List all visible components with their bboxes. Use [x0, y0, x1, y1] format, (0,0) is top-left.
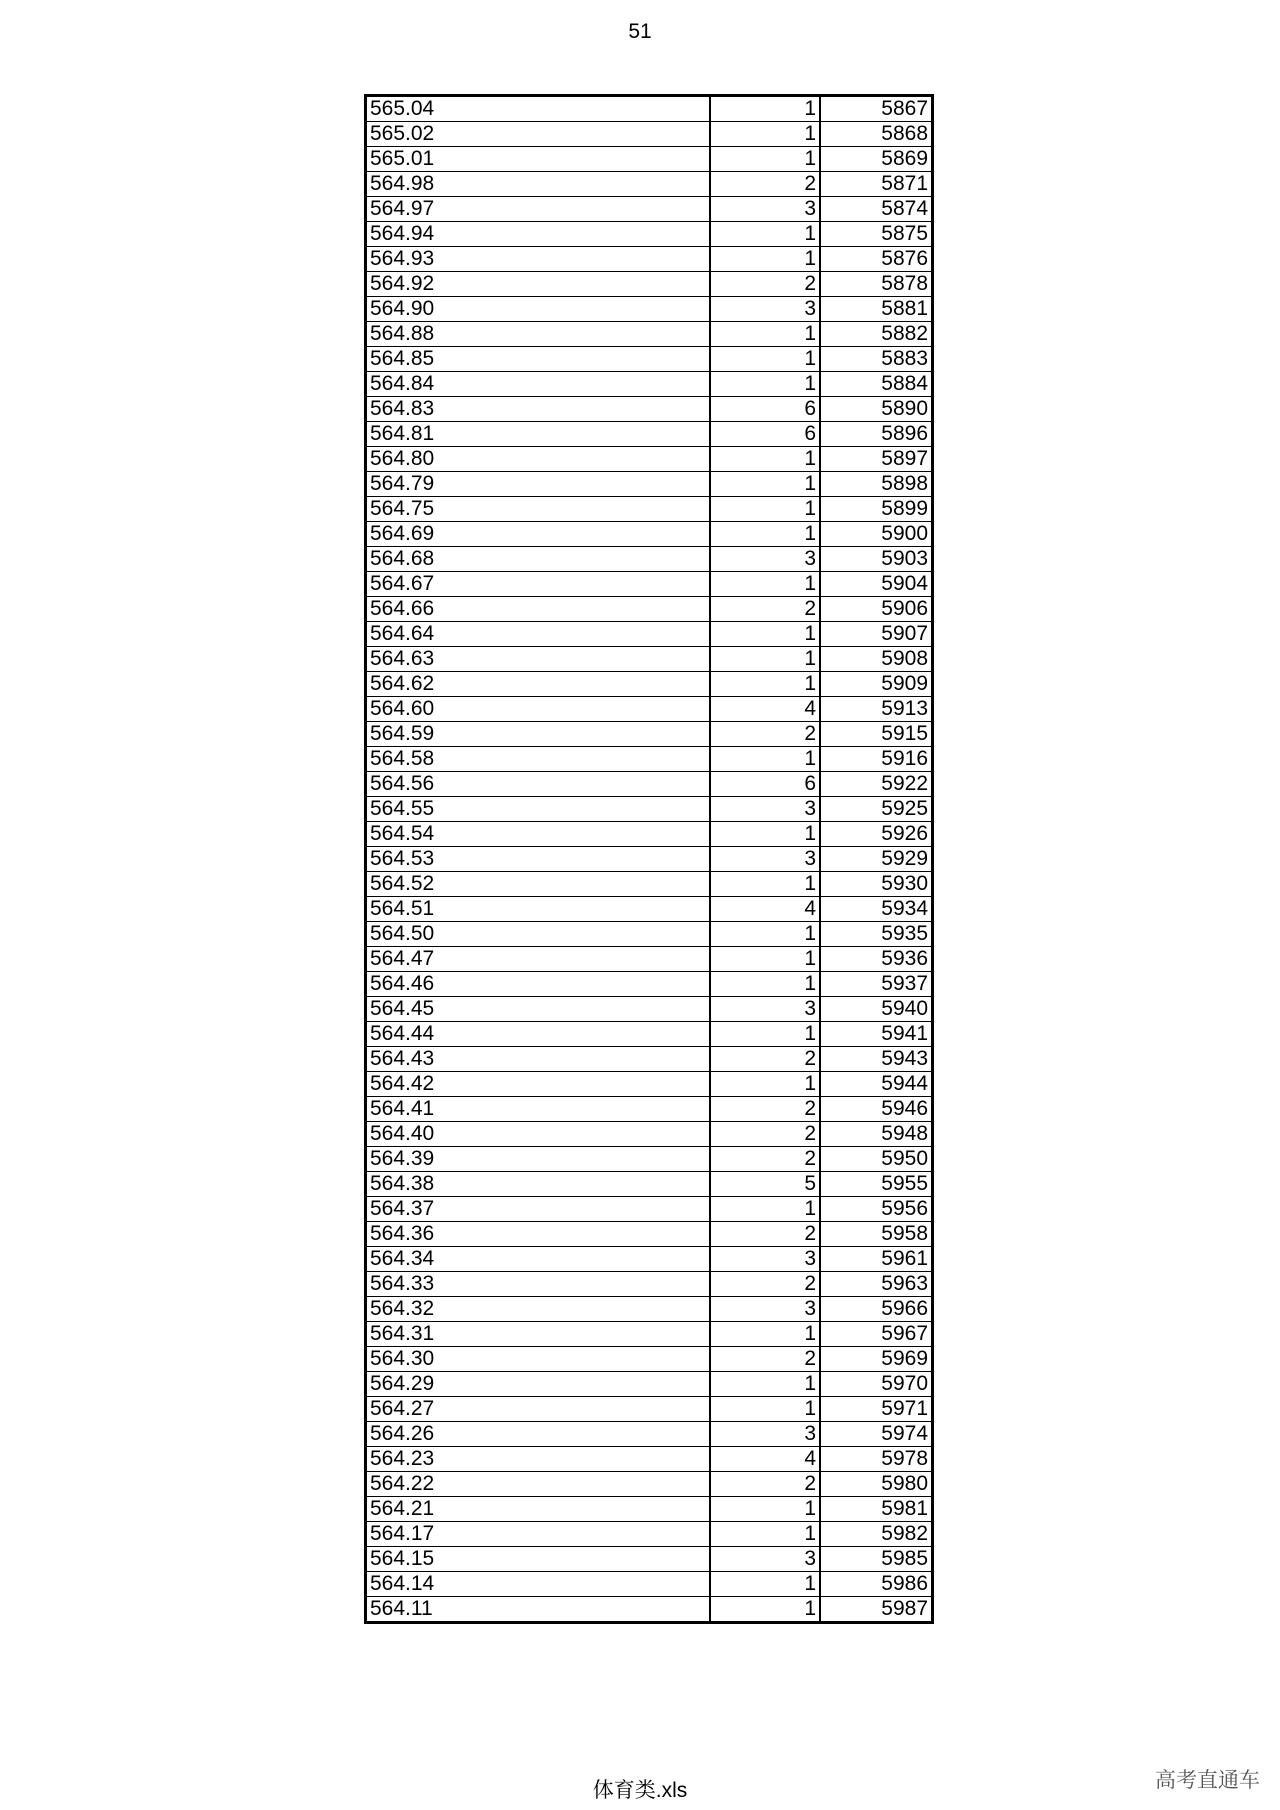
cumulative-cell: 5941 [820, 1022, 933, 1047]
score-cell: 564.46 [366, 972, 711, 997]
count-cell: 3 [710, 1297, 820, 1322]
cumulative-cell: 5967 [820, 1322, 933, 1347]
table-row [366, 1297, 933, 1322]
table-row [366, 1422, 933, 1447]
cumulative-cell: 5950 [820, 1147, 933, 1172]
table-row [366, 1497, 933, 1522]
count-cell: 1 [710, 1072, 820, 1097]
table-row [366, 122, 933, 147]
score-cell: 564.63 [366, 647, 711, 672]
table-row [366, 96, 933, 122]
count-cell: 1 [710, 672, 820, 697]
count-cell: 6 [710, 422, 820, 447]
score-cell: 564.38 [366, 1172, 711, 1197]
count-cell: 1 [710, 622, 820, 647]
cumulative-cell: 5926 [820, 822, 933, 847]
score-cell: 565.02 [366, 122, 711, 147]
score-cell: 565.04 [366, 96, 711, 122]
score-cell: 564.90 [366, 297, 711, 322]
score-cell: 564.69 [366, 522, 711, 547]
score-cell: 564.62 [366, 672, 711, 697]
cumulative-cell: 5890 [820, 397, 933, 422]
count-cell: 5 [710, 1172, 820, 1197]
count-cell: 1 [710, 247, 820, 272]
count-cell: 1 [710, 872, 820, 897]
table-row [366, 322, 933, 347]
score-cell: 564.15 [366, 1547, 711, 1572]
table-row [366, 947, 933, 972]
score-cell: 564.14 [366, 1572, 711, 1597]
table-row [366, 672, 933, 697]
count-cell: 1 [710, 1597, 820, 1623]
page-number: 51 [628, 20, 652, 43]
score-cell: 564.59 [366, 722, 711, 747]
score-cell: 564.34 [366, 1247, 711, 1272]
score-cell: 564.68 [366, 547, 711, 572]
count-cell: 1 [710, 522, 820, 547]
score-cell: 564.26 [366, 1422, 711, 1447]
count-cell: 3 [710, 1547, 820, 1572]
count-cell: 1 [710, 572, 820, 597]
score-cell: 564.45 [366, 997, 711, 1022]
cumulative-cell: 5929 [820, 847, 933, 872]
table-row [366, 697, 933, 722]
count-cell: 3 [710, 197, 820, 222]
table-row [366, 972, 933, 997]
table-row [366, 572, 933, 597]
table-row [366, 1197, 933, 1222]
count-cell: 1 [710, 1197, 820, 1222]
count-cell: 1 [710, 96, 820, 122]
table-row [366, 1122, 933, 1147]
cumulative-cell: 5966 [820, 1297, 933, 1322]
count-cell: 2 [710, 1047, 820, 1072]
cumulative-cell: 5906 [820, 597, 933, 622]
score-cell: 564.40 [366, 1122, 711, 1147]
cumulative-cell: 5868 [820, 122, 933, 147]
cumulative-cell: 5874 [820, 197, 933, 222]
table-row [366, 1047, 933, 1072]
score-cell: 564.52 [366, 872, 711, 897]
cumulative-cell: 5971 [820, 1397, 933, 1422]
score-cell: 564.79 [366, 472, 711, 497]
cumulative-cell: 5958 [820, 1222, 933, 1247]
cumulative-cell: 5908 [820, 647, 933, 672]
score-cell: 564.60 [366, 697, 711, 722]
count-cell: 1 [710, 1322, 820, 1347]
table-row [366, 1247, 933, 1272]
score-cell: 564.17 [366, 1522, 711, 1547]
cumulative-cell: 5900 [820, 522, 933, 547]
table-row [366, 447, 933, 472]
score-cell: 565.01 [366, 147, 711, 172]
score-cell: 564.51 [366, 897, 711, 922]
table-row [366, 472, 933, 497]
score-cell: 564.44 [366, 1022, 711, 1047]
count-cell: 2 [710, 1222, 820, 1247]
cumulative-cell: 5955 [820, 1172, 933, 1197]
cumulative-cell: 5963 [820, 1272, 933, 1297]
table-row [366, 872, 933, 897]
table-row [366, 1322, 933, 1347]
count-cell: 1 [710, 947, 820, 972]
cumulative-cell: 5881 [820, 297, 933, 322]
footer-filename: 体育类.xls [592, 1779, 688, 1802]
cumulative-cell: 5878 [820, 272, 933, 297]
table-row [366, 1522, 933, 1547]
count-cell: 2 [710, 1472, 820, 1497]
table-row [366, 772, 933, 797]
score-cell: 564.22 [366, 1472, 711, 1497]
score-cell: 564.37 [366, 1197, 711, 1222]
score-cell: 564.56 [366, 772, 711, 797]
count-cell: 3 [710, 1247, 820, 1272]
table-row [366, 547, 933, 572]
count-cell: 4 [710, 1447, 820, 1472]
cumulative-cell: 5970 [820, 1372, 933, 1397]
table-row [366, 272, 933, 297]
count-cell: 2 [710, 1097, 820, 1122]
score-cell: 564.53 [366, 847, 711, 872]
table-row [366, 797, 933, 822]
count-cell: 3 [710, 997, 820, 1022]
count-cell: 3 [710, 847, 820, 872]
score-cell: 564.81 [366, 422, 711, 447]
count-cell: 1 [710, 1522, 820, 1547]
score-cell: 564.88 [366, 322, 711, 347]
table-row [366, 722, 933, 747]
count-cell: 1 [710, 122, 820, 147]
table-row [366, 997, 933, 1022]
count-cell: 1 [710, 222, 820, 247]
cumulative-cell: 5925 [820, 797, 933, 822]
score-cell: 564.21 [366, 1497, 711, 1522]
score-cell: 564.30 [366, 1347, 711, 1372]
score-cell: 564.64 [366, 622, 711, 647]
cumulative-cell: 5969 [820, 1347, 933, 1372]
cumulative-cell: 5978 [820, 1447, 933, 1472]
table-row [366, 1472, 933, 1497]
cumulative-cell: 5948 [820, 1122, 933, 1147]
count-cell: 1 [710, 347, 820, 372]
table-row [366, 1172, 933, 1197]
cumulative-cell: 5944 [820, 1072, 933, 1097]
cumulative-cell: 5985 [820, 1547, 933, 1572]
score-cell: 564.36 [366, 1222, 711, 1247]
table-row [366, 922, 933, 947]
cumulative-cell: 5974 [820, 1422, 933, 1447]
table-row [366, 847, 933, 872]
table-row [366, 1147, 933, 1172]
score-cell: 564.92 [366, 272, 711, 297]
count-cell: 4 [710, 697, 820, 722]
table-row [366, 747, 933, 772]
table-row [366, 1447, 933, 1472]
count-cell: 1 [710, 497, 820, 522]
cumulative-cell: 5899 [820, 497, 933, 522]
score-cell: 564.31 [366, 1322, 711, 1347]
cumulative-cell: 5956 [820, 1197, 933, 1222]
count-cell: 2 [710, 1147, 820, 1172]
cumulative-cell: 5987 [820, 1597, 933, 1623]
count-cell: 2 [710, 1347, 820, 1372]
table-row [366, 822, 933, 847]
count-cell: 3 [710, 1422, 820, 1447]
cumulative-cell: 5982 [820, 1522, 933, 1547]
table-row [366, 622, 933, 647]
score-cell: 564.33 [366, 1272, 711, 1297]
score-cell: 564.32 [366, 1297, 711, 1322]
score-cell: 564.41 [366, 1097, 711, 1122]
score-cell: 564.39 [366, 1147, 711, 1172]
table-row [366, 1597, 933, 1623]
cumulative-cell: 5935 [820, 922, 933, 947]
cumulative-cell: 5871 [820, 172, 933, 197]
cumulative-cell: 5876 [820, 247, 933, 272]
count-cell: 1 [710, 1022, 820, 1047]
table-row [366, 1372, 933, 1397]
count-cell: 2 [710, 1122, 820, 1147]
count-cell: 2 [710, 1272, 820, 1297]
cumulative-cell: 5916 [820, 747, 933, 772]
table-row [366, 247, 933, 272]
score-cell: 564.75 [366, 497, 711, 522]
cumulative-cell: 5943 [820, 1047, 933, 1072]
score-cell: 564.58 [366, 747, 711, 772]
table-row [366, 347, 933, 372]
cumulative-cell: 5937 [820, 972, 933, 997]
count-cell: 1 [710, 922, 820, 947]
score-cell: 564.27 [366, 1397, 711, 1422]
cumulative-cell: 5896 [820, 422, 933, 447]
score-cell: 564.80 [366, 447, 711, 472]
table-body [366, 96, 933, 1623]
table-row [366, 397, 933, 422]
cumulative-cell: 5903 [820, 547, 933, 572]
score-cell: 564.93 [366, 247, 711, 272]
score-cell: 564.85 [366, 347, 711, 372]
count-cell: 1 [710, 147, 820, 172]
count-cell: 3 [710, 547, 820, 572]
table-row [366, 897, 933, 922]
table-row [366, 1072, 933, 1097]
cumulative-cell: 5980 [820, 1472, 933, 1497]
table-row [366, 222, 933, 247]
table-row [366, 297, 933, 322]
score-cell: 564.43 [366, 1047, 711, 1072]
cumulative-cell: 5883 [820, 347, 933, 372]
table-row [366, 422, 933, 447]
count-cell: 1 [710, 747, 820, 772]
count-cell: 6 [710, 397, 820, 422]
table-row [366, 1022, 933, 1047]
count-cell: 1 [710, 1572, 820, 1597]
count-cell: 1 [710, 372, 820, 397]
score-cell: 564.55 [366, 797, 711, 822]
cumulative-cell: 5922 [820, 772, 933, 797]
cumulative-cell: 5946 [820, 1097, 933, 1122]
count-cell: 1 [710, 472, 820, 497]
cumulative-cell: 5884 [820, 372, 933, 397]
count-cell: 1 [710, 1372, 820, 1397]
cumulative-cell: 5986 [820, 1572, 933, 1597]
table-row [366, 1272, 933, 1297]
count-cell: 2 [710, 272, 820, 297]
score-cell: 564.47 [366, 947, 711, 972]
table-row [366, 197, 933, 222]
score-cell: 564.11 [366, 1597, 711, 1623]
cumulative-cell: 5936 [820, 947, 933, 972]
score-cell: 564.97 [366, 197, 711, 222]
cumulative-cell: 5930 [820, 872, 933, 897]
count-cell: 1 [710, 1397, 820, 1422]
score-cell: 564.67 [366, 572, 711, 597]
count-cell: 4 [710, 897, 820, 922]
count-cell: 3 [710, 797, 820, 822]
table-row [366, 647, 933, 672]
watermark: 高考直通车 [1155, 1769, 1260, 1792]
table-row [366, 1097, 933, 1122]
count-cell: 1 [710, 647, 820, 672]
score-table [364, 94, 934, 1624]
score-cell: 564.84 [366, 372, 711, 397]
count-cell: 1 [710, 1497, 820, 1522]
count-cell: 2 [710, 722, 820, 747]
table-row [366, 1547, 933, 1572]
cumulative-cell: 5904 [820, 572, 933, 597]
count-cell: 1 [710, 447, 820, 472]
cumulative-cell: 5961 [820, 1247, 933, 1272]
count-cell: 1 [710, 822, 820, 847]
score-cell: 564.23 [366, 1447, 711, 1472]
score-cell: 564.98 [366, 172, 711, 197]
score-cell: 564.94 [366, 222, 711, 247]
score-cell: 564.66 [366, 597, 711, 622]
cumulative-cell: 5909 [820, 672, 933, 697]
cumulative-cell: 5875 [820, 222, 933, 247]
table-row [366, 497, 933, 522]
cumulative-cell: 5915 [820, 722, 933, 747]
count-cell: 1 [710, 322, 820, 347]
cumulative-cell: 5882 [820, 322, 933, 347]
cumulative-cell: 5898 [820, 472, 933, 497]
cumulative-cell: 5907 [820, 622, 933, 647]
count-cell: 6 [710, 772, 820, 797]
table-row [366, 1572, 933, 1597]
count-cell: 1 [710, 972, 820, 997]
cumulative-cell: 5913 [820, 697, 933, 722]
table-row [366, 1397, 933, 1422]
score-cell: 564.42 [366, 1072, 711, 1097]
cumulative-cell: 5934 [820, 897, 933, 922]
table-row [366, 172, 933, 197]
score-cell: 564.29 [366, 1372, 711, 1397]
count-cell: 3 [710, 297, 820, 322]
table-row [366, 1222, 933, 1247]
score-cell: 564.54 [366, 822, 711, 847]
table-row [366, 597, 933, 622]
cumulative-cell: 5897 [820, 447, 933, 472]
cumulative-cell: 5869 [820, 147, 933, 172]
count-cell: 2 [710, 172, 820, 197]
count-cell: 2 [710, 597, 820, 622]
cumulative-cell: 5867 [820, 96, 933, 122]
table-row [366, 147, 933, 172]
table-row [366, 522, 933, 547]
cumulative-cell: 5940 [820, 997, 933, 1022]
score-cell: 564.83 [366, 397, 711, 422]
table-row [366, 1347, 933, 1372]
cumulative-cell: 5981 [820, 1497, 933, 1522]
score-cell: 564.50 [366, 922, 711, 947]
table-row [366, 372, 933, 397]
